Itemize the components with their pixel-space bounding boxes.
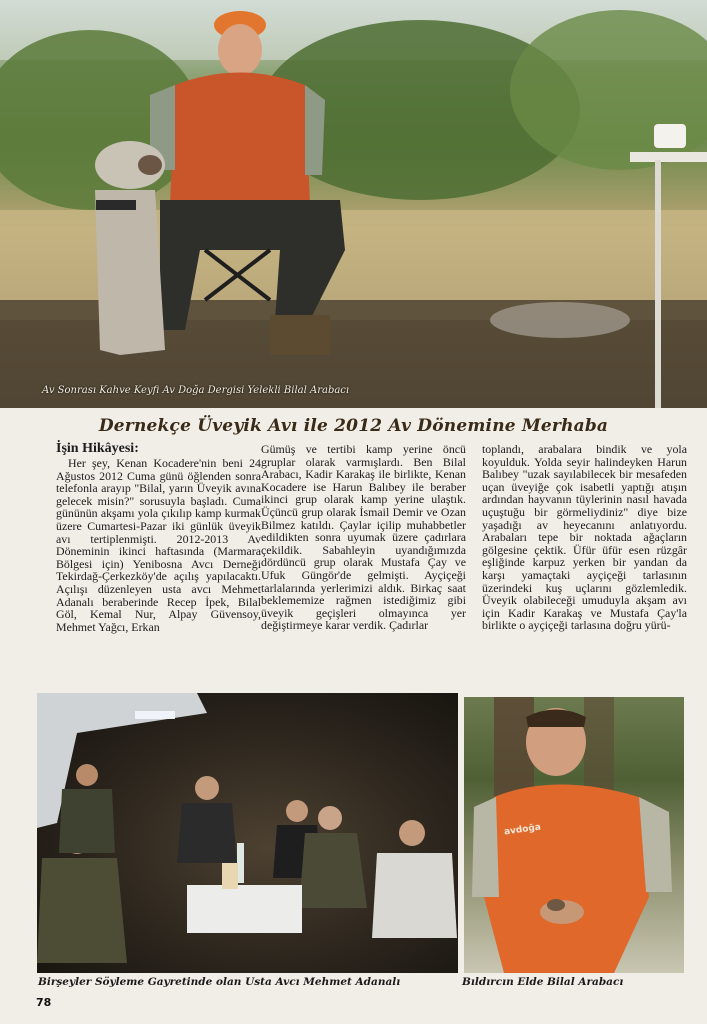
caption-bottom-right: Bıldırcın Elde Bilal Arabacı [462,976,624,988]
column-2-text: Gümüş ve tertibi kamp yerine öncü gruplar olarak varmışlardı. Ben Bilal Arabacı, Kadir Karakaş ile birlikte, Kenan Kocadere ise Harun Balıbey ile beraber ikinci grup olarak kamp yerine ulaştık. Üçüncü grup olarak İsmail Demir ve Ozan Bilmez katıldı. Çaylar içilip muhabbetler edildikten sonra uyumak üzere çadırlara çekildik. Sabahleyin uyandığımızda dördüncü grup olarak Mustafa Çay ve Ufuk Güngör'de gelmişti. Ayçiçeği tarlalarında yerlerimizi aldık. Birkaç saat beklememize rağmen istediğimiz gibi üveyik geçişleri olmayınca yer değiştirmeye karar verdik. Çadırlar [261,442,466,633]
vest-logo: avdoğa [503,822,542,838]
photo-quail-illustration [464,697,684,973]
column-1-text: Her şey, Kenan Kocadere'nin beni 24 Ağustos 2012 Cuma günü öğlenden sonra telefonla arayıp "Bilal, yarın Üveyik avına gelecek misin?" sorusuyla başladı. Cuma gününün akşamı yola çıkılıp kamp kurmak üzere Cumartesi-Pazar iki günlük üveyik avı tertiplenmişti. 2012-2013 Av Döneminin ikinci haftasında (Marmara Bölgesi için) Yenibosna Avcı Derneği Tekirdağ-Çerkezköy'de açılış yapılacaktı. Açılışı düzenleyen usta avcı Mehmet Adanalı beraberinde Recep İpek, Bilal Göl, Kemal Nur, Alpay Güvensoy, Mehmet Yağcı, Erkan [56,456,261,634]
photo-hunter-with-dog [0,0,707,408]
photo-camp-night [37,693,458,973]
caption-top-photo: Av Sonrası Kahve Keyfi Av Doğa Dergisi Yelekli Bilal Arabacı [42,385,350,396]
section-title: İşin Hikâyesi: [56,441,139,456]
caption-bottom-left: Birşeyler Söyleme Gayretinde olan Usta Avcı Mehmet Adanalı [38,976,401,988]
photo-camp-illustration [37,693,458,973]
article-column-2 [261,443,466,632]
article-column-1 [56,441,261,633]
article-headline: Dernekçe Üveyik Avı ile 2012 Av Dönemine Merhaba [98,416,609,436]
article-column-3 [482,443,687,632]
column-3-text: toplandı, arabalara bindik ve yola koyulduk. Yolda seyir halindeyken Harun Balıbey "uzak sayılabilecek bir mesafeden uçan üveyiğe çok isabetli yaptığı atışın ardından hayvanın tüylerinin nasıl havada uçuştuğu bir görmeliydiniz" diye bize yaşadığı av heyecanını anlatıyordu. Arabaları tepe bir noktada ağaçların gölgesine çektik. Üfür üfür esen rüzgâr eşliğinde karpuz yerken bir yandan da karşı yamaçtaki ayçiçeği tarlasının üzerindeki kuş uçlarını gözlemledik. Üveyik olabileceği umuduyla akşam avı için Kadir Karakaş ve Mustafa Çay'la birlikte o ayçiçeği tarlasına doğru yürü- [482,442,687,633]
photo-hunter-with-quail [464,697,684,973]
photo-hunter-illustration [0,0,707,408]
page-number: 78 [36,996,52,1009]
